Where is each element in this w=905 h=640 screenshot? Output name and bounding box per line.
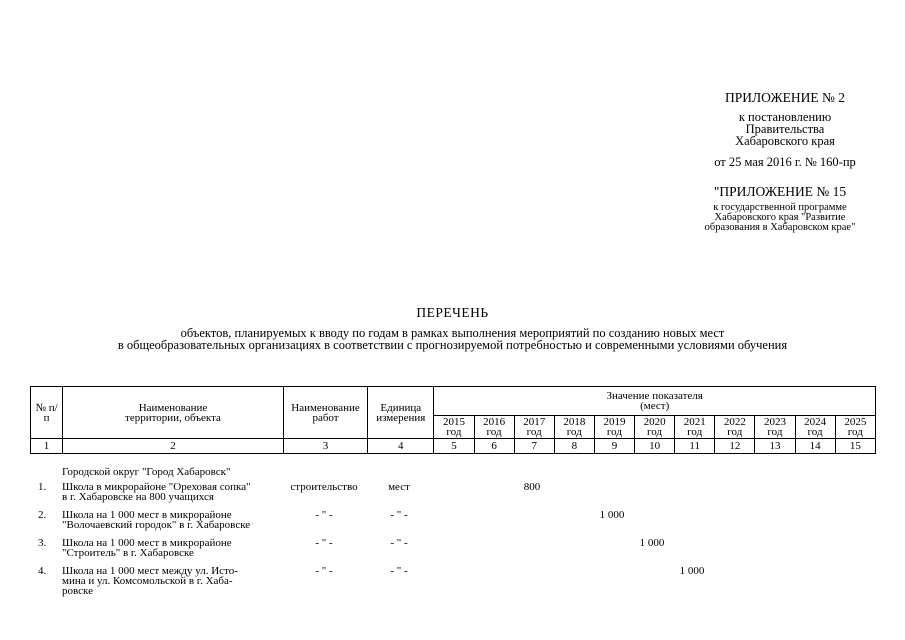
year-word: год <box>647 426 663 438</box>
column-number-11: 11 <box>675 439 715 454</box>
appendix-title: ПРИЛОЖЕНИЕ № 2 <box>724 90 846 105</box>
appendix2-block <box>680 184 880 233</box>
year-word: год <box>446 426 462 438</box>
year-word: год <box>486 426 502 438</box>
column-number-8: 8 <box>554 439 594 454</box>
year-label: 2015 <box>442 416 465 428</box>
year-word: год <box>847 426 863 438</box>
appendix2-title: "ПРИЛОЖЕНИЕ № 15 <box>713 184 847 199</box>
row-name <box>62 566 282 596</box>
column-number-5: 5 <box>434 439 474 454</box>
table-row <box>30 538 876 566</box>
document-heading <box>0 305 905 351</box>
year-label: 2021 <box>683 416 706 428</box>
header-year-2025 <box>835 416 875 439</box>
row-number: 1. <box>38 481 47 493</box>
row-works: строительство <box>290 481 358 493</box>
column-number-4: 4 <box>368 439 434 454</box>
header-year-2018 <box>554 416 594 439</box>
header-year-2017 <box>514 416 554 439</box>
row-unit: мест <box>388 481 410 493</box>
row-value: 1 000 <box>639 537 665 549</box>
row-name <box>62 538 282 558</box>
row-name-line-2: в г. Хабаровске на 800 учащихся <box>62 491 214 503</box>
header-unit: Единица измерения <box>368 387 434 439</box>
year-label: 2018 <box>563 416 586 428</box>
year-label: 2025 <box>844 416 867 428</box>
row-name-line-1: Школа на 1 000 мест между ул. Исто- <box>62 565 238 577</box>
row-name-line-2: мина и ул. Комсомольской в г. Хаба- <box>62 575 233 587</box>
row-unit: - " - <box>390 565 408 577</box>
appendix2-lines <box>680 203 880 233</box>
row-name <box>62 510 282 530</box>
header-number: № п/п <box>31 387 63 439</box>
header-year-2019 <box>594 416 634 439</box>
appendix-lines <box>685 111 885 147</box>
group-title: Городской округ "Город Хабаровск" <box>62 466 231 478</box>
appendix-date: от 25 мая 2016 г. № 160-пр <box>714 155 856 169</box>
row-name-line-3: ровске <box>62 585 93 597</box>
header-works: Наименование работ <box>283 387 367 439</box>
year-word: год <box>767 426 783 438</box>
row-number: 4. <box>38 565 47 577</box>
row-name-line-2: "Волочаевский городок" в г. Хабаровске <box>62 519 251 531</box>
appendix-line-2: Правительства <box>745 122 825 136</box>
row-name-line-1: Школа на 1 000 мест в микрорайоне <box>62 537 232 549</box>
row-value: 800 <box>523 481 541 493</box>
table-body <box>30 466 876 597</box>
year-label: 2023 <box>763 416 786 428</box>
row-number: 2. <box>38 509 47 521</box>
year-word: год <box>606 426 622 438</box>
header-value-line-1: Значение показателя <box>606 390 703 402</box>
year-word: год <box>526 426 542 438</box>
year-word: год <box>687 426 703 438</box>
header-value-line-2: (мест) <box>640 400 670 412</box>
column-number-2: 2 <box>63 439 284 454</box>
header-year-2016 <box>474 416 514 439</box>
header-year-2023 <box>755 416 795 439</box>
column-number-3: 3 <box>283 439 367 454</box>
row-name-line-1: Школа на 1 000 мест в микрорайоне <box>62 509 232 521</box>
header-name <box>63 387 284 439</box>
objects-table <box>30 386 876 454</box>
year-label: 2017 <box>523 416 546 428</box>
row-unit: - " - <box>390 509 408 521</box>
column-number-14: 14 <box>795 439 835 454</box>
heading-sub-line-2: в общеобразовательных организациях в соответствии с прогнозируемой потребностью и современными условиями обучения <box>117 338 788 352</box>
column-number-9: 9 <box>594 439 634 454</box>
appendix2-line-3: образования в Хабаровском крае" <box>704 222 856 233</box>
row-value: 1 000 <box>679 565 705 577</box>
column-number-12: 12 <box>715 439 755 454</box>
table-row <box>30 510 876 538</box>
header-name-line-2: территории, объекта <box>125 411 221 424</box>
header-year-2020 <box>635 416 675 439</box>
column-number-13: 13 <box>755 439 795 454</box>
row-unit: - " - <box>390 537 408 549</box>
header-year-2022 <box>715 416 755 439</box>
year-word: год <box>566 426 582 438</box>
heading-title: ПЕРЕЧЕНЬ <box>416 305 489 320</box>
row-name-line-2: "Строитель" в г. Хабаровске <box>62 547 194 559</box>
header-year-2024 <box>795 416 835 439</box>
appendix2-line-1: к государственной программе <box>713 202 847 213</box>
heading-subtitle <box>0 327 905 351</box>
row-works: - " - <box>315 509 333 521</box>
header-name-line-1: Наименование <box>138 401 208 414</box>
row-value: 1 000 <box>599 509 625 521</box>
row-name <box>62 482 282 502</box>
column-number-6: 6 <box>474 439 514 454</box>
header-year-2021 <box>675 416 715 439</box>
year-label: 2024 <box>804 416 827 428</box>
header-year-2015 <box>434 416 474 439</box>
year-label: 2020 <box>643 416 666 428</box>
appendix-block <box>685 90 885 170</box>
appendix-line-1: к постановлению <box>738 110 832 124</box>
row-name-line-1: Школа в микрорайоне "Ореховая сопка" <box>62 481 251 493</box>
row-works: - " - <box>315 537 333 549</box>
column-number-1: 1 <box>31 439 63 454</box>
row-works: - " - <box>315 565 333 577</box>
column-number-7: 7 <box>514 439 554 454</box>
year-label: 2019 <box>603 416 626 428</box>
row-number: 3. <box>38 537 47 549</box>
year-label: 2022 <box>723 416 746 428</box>
heading-sub-line-1: объектов, планируемых к вводу по годам в рамках выполнения мероприятий по созданию новых мест <box>180 326 725 340</box>
table-row <box>30 482 876 510</box>
column-number-15: 15 <box>835 439 875 454</box>
year-label: 2016 <box>483 416 506 428</box>
appendix-line-3: Хабаровского края <box>735 134 835 148</box>
column-number-10: 10 <box>635 439 675 454</box>
appendix2-line-2: Хабаровского края "Развитие <box>714 212 846 223</box>
year-word: год <box>807 426 823 438</box>
header-value <box>434 387 876 416</box>
table-row <box>30 565 876 597</box>
year-word: год <box>727 426 743 438</box>
